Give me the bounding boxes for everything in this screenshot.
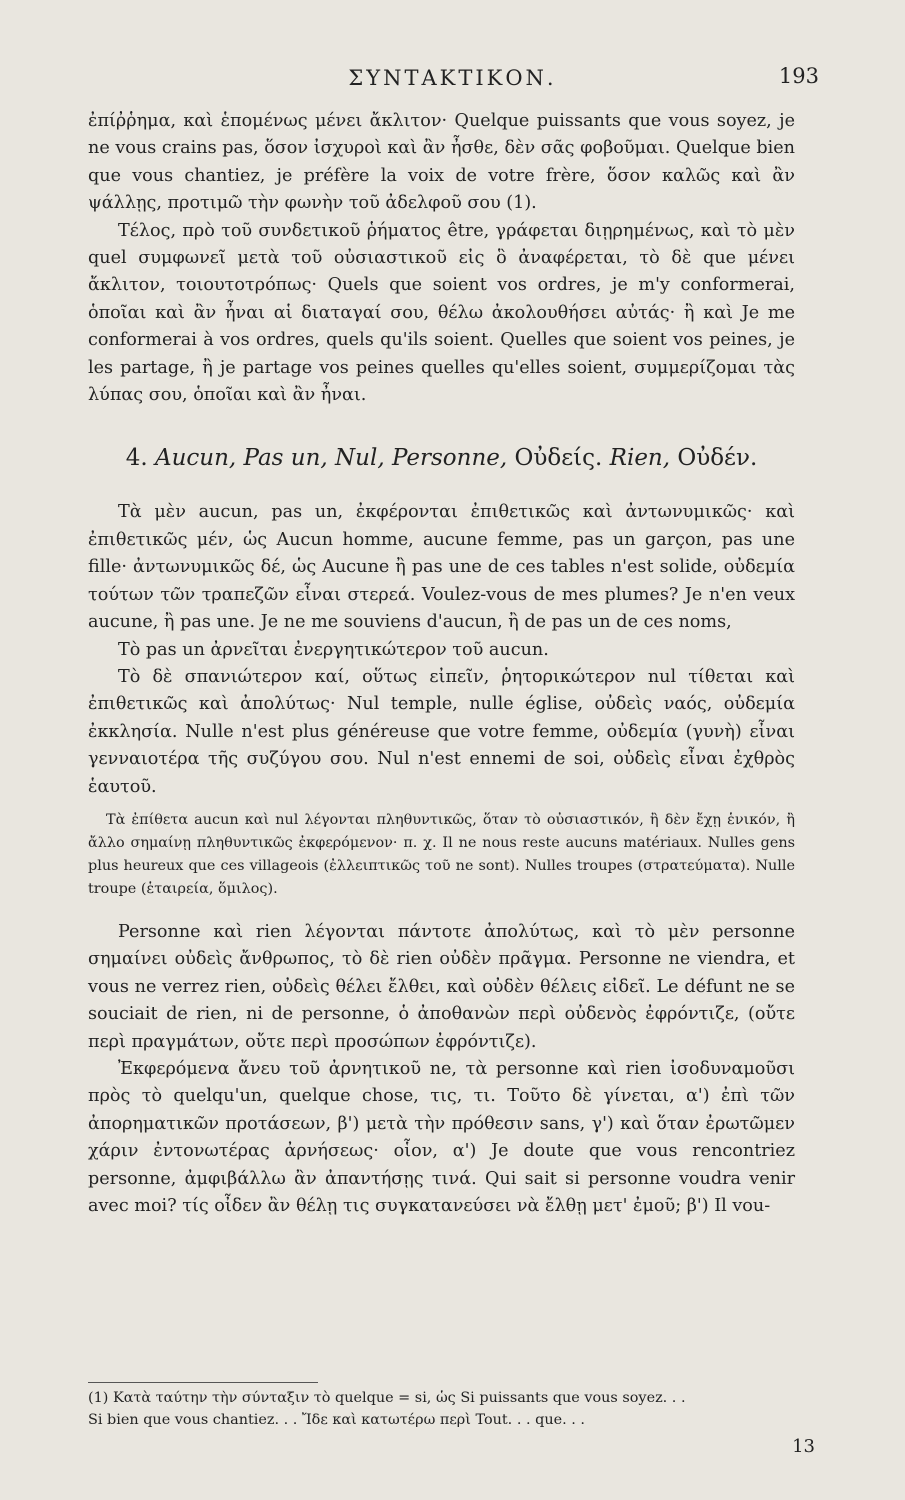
running-header-title: ΣΥΝΤΑΚΤΙΚΟΝ. [348,66,557,90]
signature-mark: 13 [792,1436,815,1457]
small-print-paragraph: Τὰ ἐπίθετα aucun καὶ nul λέγονται πληθυντικῶς, ὅταν τὸ οὐσιαστικόν, ἢ δὲν ἔχῃ ἑνικόν, ἢ ἄλλο σημαίνῃ πληθυντικῶς ἐκφερόμενον· π. χ. Il ne nous reste aucuns matériaux. Nulles gens plus heureux que ces villageois (ἐλλειπτικῶς τοῦ ne sont). Nulles troupes (στρατεύματα). Nulle troupe (ἑταιρεία, ὅμιλος). [88,811,795,897]
small-print-note [88,809,795,901]
section-heading-french-2: Rien, [609,445,671,472]
footnote [88,1387,795,1431]
paragraph: Τέλος, πρὸ τοῦ συνδετικοῦ ῥήματος être, γράφεται διῃρημένως, καὶ τὸ μὲν quel συμφωνεῖ μετὰ τοῦ οὐσιαστικοῦ εἰς ὃ ἀναφέρεται, τὸ δὲ que μένει ἄκλιτον, τοιουτοτρόπως· Quels que soient vos ordres, je m'y conformerai, ὁποῖαι καὶ ἂν ἦναι αἱ διαταγαί σου, θέλω ἀκολουθήσει αὐτάς· ἢ καὶ Je me conformerai à vos ordres, quels qu'ils soient. Quelles que soient vos peines, je les partage, ἢ je partage vos peines quelles qu'elles soient, συμμερίζομαι τὰς λύπας σου, ὁποῖαι καὶ ἂν ἦναι. [88,220,795,406]
paragraph: Personne καὶ rien λέγονται πάντοτε ἀπολύτως, καὶ τὸ μὲν personne σημαίνει οὐδεὶς ἄνθρωπος, τὸ δὲ rien οὐδὲν πρᾶγμα. Personne ne viendra, et vous ne verrez rien, οὐδεὶς θέλει ἔλθει, καὶ οὐδὲν θέλεις εἰδεῖ. Le défunt ne se souciait de rien, ni de personne, ὁ ἀποθανὼν περὶ οὐδενὸς ἐφρόντιζε, (οὔτε περὶ πραγμάτων, οὔτε περὶ προσώπων ἐφρόντιζε). [88,921,795,1052]
section-heading-greek-2: Οὐδέν. [677,445,758,472]
section-heading-french: Aucun, Pas un, Nul, Personne, [154,445,508,472]
footnote-line: (1) Κατὰ ταύτην τὴν σύνταξιν τὸ quelque = si, ὡς Si puissants que vous soyez. . . [88,1390,686,1406]
paragraph: Τὸ δὲ σπανιώτερον καί, οὕτως εἰπεῖν, ῥητορικώτερον nul τίθεται καὶ ἐπιθετικῶς καὶ ἀπολύτως· Nul temple, nulle église, οὐδεὶς ναός, οὐδεμία ἐκκλησία. Nulle n'est plus généreuse que votre femme, οὐδεμία (γυνὴ) εἶναι γενναιοτέρα τῆς συζύγου σου. Nul n'est ennemi de soi, οὐδεὶς εἶναι ἐχθρὸς ἑαυτοῦ. [88,666,795,797]
section-heading [88,445,795,471]
paragraph: ἐπίῤῥημα, καὶ ἑπομένως μένει ἄκλιτον· Quelque puissants que vous soyez, je ne vous crains pas, ὅσον ἰσχυροὶ καὶ ἂν ἦσθε, δὲν σᾶς φοβοῦμαι. Quelque bien que vous chantiez, je préfère la voix de votre frère, ὅσον καλῶς καὶ ἂν ψάλλῃς, προτιμῶ τὴν φωνὴν τοῦ ἀδελφοῦ σου (1). [88,111,795,214]
page-body [88,108,795,1220]
paragraph: Τὰ μὲν aucun, pas un, ἐκφέρονται ἐπιθετικῶς καὶ ἀντωνυμικῶς· καὶ ἐπιθετικῶς μέν, ὡς Aucun homme, aucune femme, pas un garçon, pas une fille· ἀντωνυμικῶς δέ, ὡς Aucune ἢ pas une de ces tables n'est solide, οὐδεμία τούτων τῶν τραπεζῶν εἶναι στερεά. Voulez-vous de mes plumes? Je n'en veux aucune, ἢ pas une. Je ne me souviens d'aucun, ἢ de pas un de ces noms, [88,502,795,633]
paragraph: Ἐκφερόμενα ἄνευ τοῦ ἀρνητικοῦ ne, τὰ personne καὶ rien ἰσοδυναμοῦσι πρὸς τὸ quelqu'un, quelque chose, τις, τι. Τοῦτο δὲ γίνεται, α') ἐπὶ τῶν ἀπορηματικῶν προτάσεων, β') μετὰ τὴν πρόθεσιν sans, γ') καὶ ὅταν ἐρωτῶμεν χάριν ἐντονωτέρας ἀρνήσεως· οἷον, α') Je doute que vous rencontriez personne, ἀμφιβάλλω ἂν ἀπαντήσῃς τινά. Qui sait si personne voudra venir avec moi? τίς οἶδεν ἂν θέλῃ τις συγκατανεύσει νὰ ἔλθῃ μετ' ἐμοῦ; β') Il vou- [88,1058,795,1216]
paragraph: Τὸ pas un ἀρνεῖται ἐνεργητικώτερον τοῦ aucun. [118,639,549,660]
section-heading-greek: Οὐδείς. [514,445,603,472]
section-number: 4. [125,445,148,472]
footnote-rule [88,1382,318,1383]
page-number: 193 [778,64,819,88]
footnote-line: Si bien que vous chantiez. . . Ἴδε καὶ κατωτέρω περὶ Tout. . . que. . . [88,1412,585,1428]
